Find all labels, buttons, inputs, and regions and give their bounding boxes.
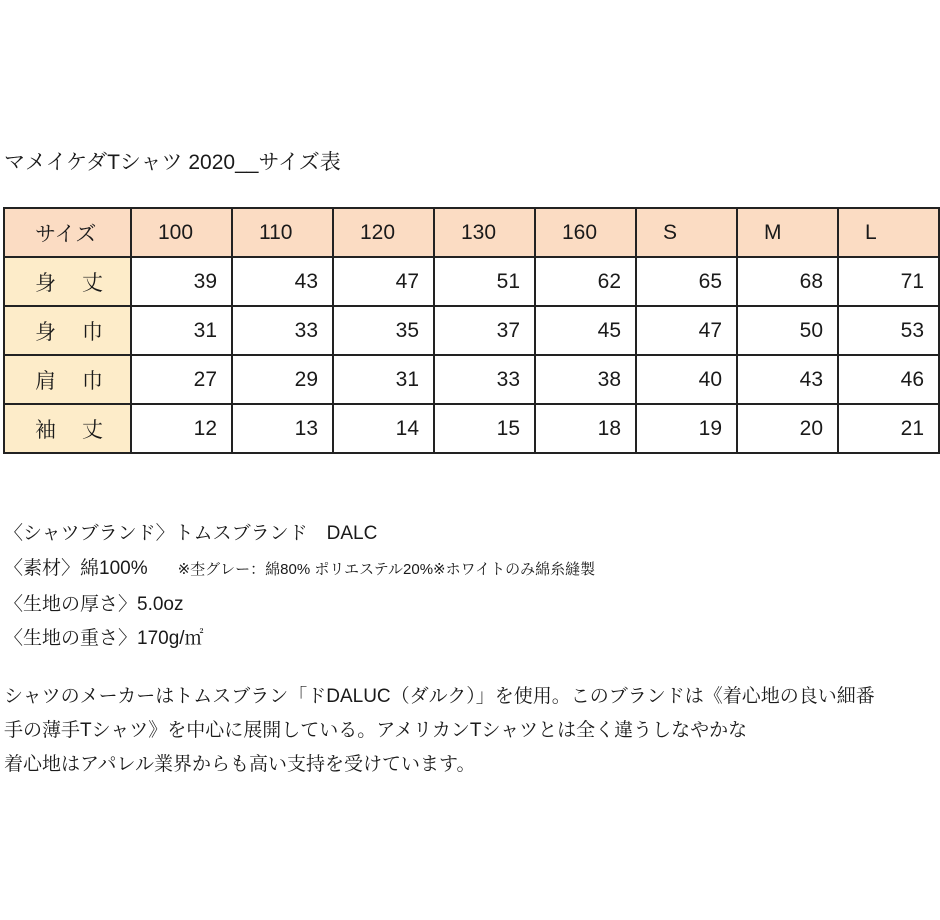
table-cell: 40 — [636, 355, 737, 404]
table-cell: 47 — [333, 257, 434, 306]
table-cell: 13 — [232, 404, 333, 453]
description — [4, 680, 916, 782]
material-line — [4, 553, 595, 580]
table-cell: 33 — [434, 355, 535, 404]
fabric-weight: 〈生地の重さ〉170g/㎡ — [4, 628, 204, 649]
table-cell: 62 — [535, 257, 636, 306]
size-table — [3, 207, 940, 454]
table-cell: 20 — [737, 404, 838, 453]
table-cell: 33 — [232, 306, 333, 355]
row-label-part: 袖 — [35, 418, 56, 442]
table-row-sleeve-length — [4, 404, 939, 453]
table-cell: 45 — [535, 306, 636, 355]
table-cell: 39 — [131, 257, 232, 306]
row-label — [4, 257, 131, 306]
table-cell: 71 — [838, 257, 939, 306]
table-cell: 68 — [737, 257, 838, 306]
table-header-row — [4, 208, 939, 257]
header-cell: 100 — [131, 208, 232, 257]
table-cell: 18 — [535, 404, 636, 453]
description-line: シャツのメーカーはトムスブラン「ドDALUC（ダルク）」を使用。このブランドは《着心地の良い細番 — [4, 686, 875, 707]
table-cell: 47 — [636, 306, 737, 355]
material: 〈素材〉綿100% — [4, 558, 148, 579]
table-row-shoulder-width — [4, 355, 939, 404]
table-cell: 35 — [333, 306, 434, 355]
table-cell: 50 — [737, 306, 838, 355]
row-label-part: 巾 — [82, 369, 103, 393]
table-cell: 15 — [434, 404, 535, 453]
header-cell: 110 — [232, 208, 333, 257]
table-cell: 51 — [434, 257, 535, 306]
page-title: マメイケダTシャツ 2020__サイズ表 — [4, 151, 341, 174]
table-cell: 29 — [232, 355, 333, 404]
row-label — [4, 355, 131, 404]
row-label-part: 身 — [35, 271, 56, 295]
row-label — [4, 404, 131, 453]
table-cell: 31 — [131, 306, 232, 355]
row-label-part: 身 — [35, 320, 56, 344]
table-cell: 12 — [131, 404, 232, 453]
header-cell: 130 — [434, 208, 535, 257]
row-label-part: 丈 — [82, 271, 103, 295]
table-row-body-width — [4, 306, 939, 355]
table-cell: 43 — [232, 257, 333, 306]
header-cell: S — [636, 208, 737, 257]
table-cell: 37 — [434, 306, 535, 355]
header-cell: 160 — [535, 208, 636, 257]
table-cell: 31 — [333, 355, 434, 404]
table-cell: 38 — [535, 355, 636, 404]
table-cell: 43 — [737, 355, 838, 404]
header-cell: M — [737, 208, 838, 257]
table-cell: 65 — [636, 257, 737, 306]
table-cell: 14 — [333, 404, 434, 453]
table-cell: 19 — [636, 404, 737, 453]
shirt-brand: 〈シャツブランド〉トムスブランド DALC — [4, 523, 378, 544]
table-cell: 27 — [131, 355, 232, 404]
table-cell: 21 — [838, 404, 939, 453]
row-label — [4, 306, 131, 355]
header-cell: 120 — [333, 208, 434, 257]
row-label-part: 巾 — [82, 320, 103, 344]
row-label-part: 肩 — [35, 369, 56, 393]
description-line: 手の薄手Tシャツ》を中心に展開している。アメリカンTシャツとは全く違うしなやかな — [4, 720, 748, 741]
fabric-thickness: 〈生地の厚さ〉5.0oz — [4, 594, 184, 615]
material-note: ※杢グレー：綿80% ポリエステル20%※ホワイトのみ綿糸縫製 — [177, 561, 596, 578]
header-cell: L — [838, 208, 939, 257]
description-line: 着心地はアパレル業界からも高い支持を受けています。 — [4, 754, 476, 775]
table-cell: 53 — [838, 306, 939, 355]
table-cell: 46 — [838, 355, 939, 404]
table-row-body-length — [4, 257, 939, 306]
header-cell-size: サイズ — [4, 208, 131, 257]
row-label-part: 丈 — [82, 418, 103, 442]
